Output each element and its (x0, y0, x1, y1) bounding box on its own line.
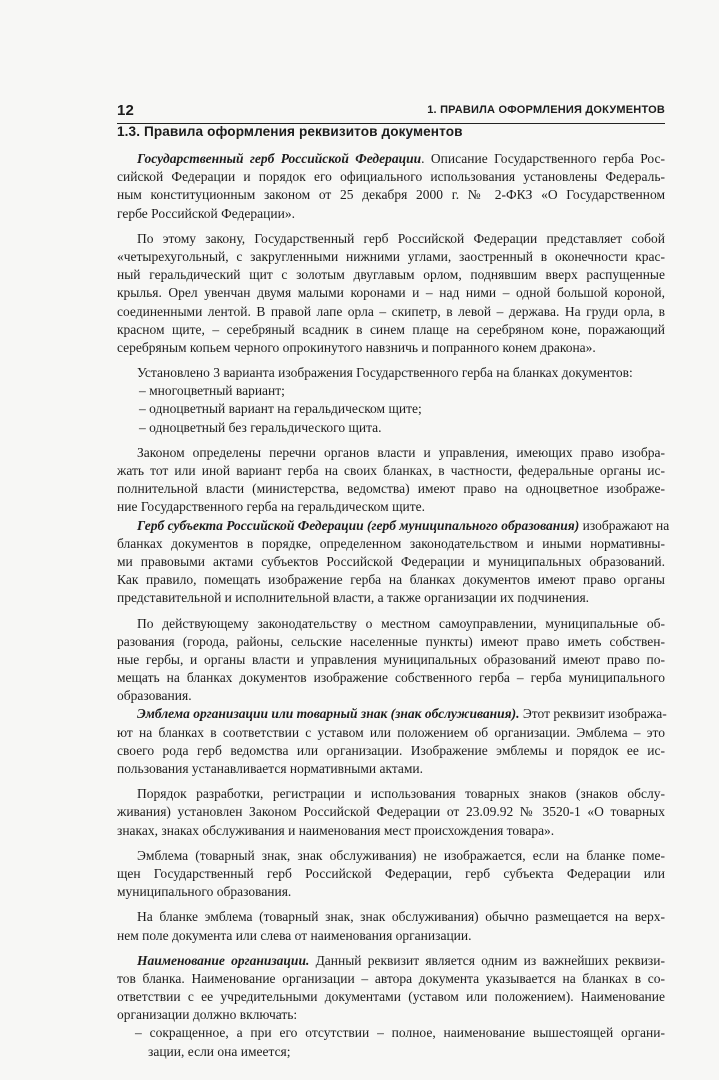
text-line: ми правовыми актами субъектов Российской Федерации и муниципальных образований. (117, 553, 665, 569)
paragraph-emblem-variants (117, 364, 665, 437)
text-line: своего рода герб ведомства или организации. Изображение эмблемы и порядок ее ис- (117, 742, 665, 758)
text-line: соединенными лентой. В правой лапе орла – скипетр, в левой – держава. На груди орла, в (117, 303, 665, 319)
paragraph-emblem-placement (117, 908, 665, 944)
text-line: сийской Федерации и порядок его официального использования установлены Федераль- (117, 169, 665, 185)
text-line: На бланке эмблема (товарный знак, знак обслуживания) обычно размещается на верх- (137, 909, 665, 925)
text-line: Наименование организации. Данный реквизит является одним из важнейших реквизи- (137, 952, 665, 968)
text-line: ответствии с ее учредительными документами (уставом или положением). Наименование (117, 989, 665, 1005)
text-line: нем поле документа или слева от наименования организации. (117, 927, 472, 943)
text-line: гербе Российской Федерации». (117, 205, 295, 221)
text-line: Как правило, помещать изображение герба на бланках документов имеют право органы (117, 572, 665, 588)
term-organization-emblem: Эмблема организации или товарный знак (знак обслуживания). (137, 706, 520, 722)
text-line: Эмблема (товарный знак, знак обслуживания) не изображается, если на бланке поме- (137, 847, 665, 863)
text-line: Установлено 3 варианта изображения Государственного герба на бланках документов: (137, 365, 633, 381)
text-line: организации должно включать: (117, 1007, 298, 1023)
text-line: образования. (117, 688, 192, 704)
paragraph-emblem-description (117, 230, 665, 357)
document-body (117, 150, 670, 1061)
text-line: разования (города, районы, сельские населенные пункты) имеют право иметь собствен- (117, 633, 665, 649)
text-line: Законом определены перечни органов власти и управления, имеющих право изобра- (137, 444, 665, 460)
text-line: ным конституционным законом от 25 декабря 2000 г. № 2-ФКЗ «О Государственном (117, 187, 665, 203)
paragraph-authorities (117, 444, 665, 517)
list-item: – одноцветный вариант на геральдическом щите; (139, 401, 422, 417)
paragraph-organization-name (117, 952, 665, 1061)
text-line: ют на бланках в соответствии с уставом или положением об организации. Эмблема – это (117, 724, 665, 740)
text-line: знаках, знаках обслуживания и наименования мест происхождения товара». (117, 822, 555, 838)
text-line: «четырехугольный, с закругленными нижними углами, заостренный в оконечности крас- (117, 248, 665, 264)
paragraph-municipal (117, 615, 665, 706)
text-line: красном щите, – серебряный всадник в синем плаще на серебряном коне, поражающий (117, 321, 665, 337)
list-item: – сокращенное, а при его отсутствии – полное, наименование вышестоящей органи- (135, 1025, 665, 1041)
text-line: пользования устанавливается нормативными актами. (117, 761, 424, 776)
text-line: тов бланка. Наименование организации – автора документа указывается на бланках в со- (117, 970, 665, 986)
term-organization-name: Наименование организации. (137, 952, 310, 968)
list-item: – одноцветный без геральдического щита. (139, 419, 382, 435)
page-number: 12 (117, 102, 135, 119)
text-line: серебряным копьем черного опрокинутого навзничь и попранного конем дракона». (117, 339, 596, 355)
term-subject-emblem: Герб субъекта Российской Федерации (герб муниципального образования) (137, 517, 580, 533)
text-line: По действующему законодательству о местном самоуправлении, муниципальные об- (137, 615, 665, 631)
text-line: ные гербы, и органы власти и управления муниципальных образований имеют право по- (117, 651, 665, 667)
page-header (117, 101, 665, 124)
term-state-emblem: Государственный герб Российской Федерации (137, 151, 422, 166)
section-title: 1.3. Правила оформления реквизитов документов (117, 124, 463, 139)
text-line: Эмблема организации или товарный знак (знак обслуживания). Этот реквизит изобража- (137, 706, 667, 722)
text-line: бланках документов в порядке, определенном законодательством и иными нормативны- (117, 535, 665, 551)
list-item: – многоцветный вариант; (139, 383, 285, 399)
text-line: крылья. Орел увенчан двумя малыми коронами и – над ними – одной большой короной, (117, 285, 665, 301)
text-line: ние Государственного герба на геральдическом щите. (117, 499, 425, 515)
text-line: Государственный герб Российской Федерации. Описание Государственного герба Рос- (137, 151, 665, 166)
paragraph-organization-emblem (117, 705, 665, 778)
paragraph-state-emblem (117, 150, 665, 223)
list-item-continuation: зации, если она имеется; (148, 1043, 291, 1059)
text-line: По этому закону, Государственный герб Российской Федерации представляет собой (137, 230, 665, 246)
paragraph-subject-emblem (117, 517, 670, 608)
text-line: муниципального образования. (117, 884, 292, 900)
paragraph-emblem-exclusion (117, 847, 665, 902)
text-line: Герб субъекта Российской Федерации (герб муниципального образования) изображают на (137, 517, 670, 533)
text-line: живания) установлен Законом Российской Федерации от 23.09.92 № 3520-1 «О товарных (117, 804, 665, 820)
text-line: жать тот или иной вариант герба на своих бланках, в частности, федеральные органы ис- (117, 463, 665, 478)
text-line: щен Государственный герб Российской Федерации, герб субъекта Федерации или (117, 865, 665, 881)
paragraph-trademark-law (117, 785, 665, 840)
text-line: ный геральдический щит с золотым двуглавым орлом, поднявшим вверх распущенные (117, 267, 665, 283)
text-line: полнительной власти (министерства, ведомства) имеют право на одноцветное изображе- (117, 481, 665, 497)
text-line: Порядок разработки, регистрации и использования товарных знаков (знаков обслу- (137, 786, 665, 802)
running-title: 1. ПРАВИЛА ОФОРМЛЕНИЯ ДОКУМЕНТОВ (427, 104, 665, 116)
text-line: мещать на бланках документов изображение собственного герба – герба муниципального (117, 670, 665, 686)
text-line: представительной и исполнительной власти, а также организации их подчинения. (117, 590, 590, 606)
